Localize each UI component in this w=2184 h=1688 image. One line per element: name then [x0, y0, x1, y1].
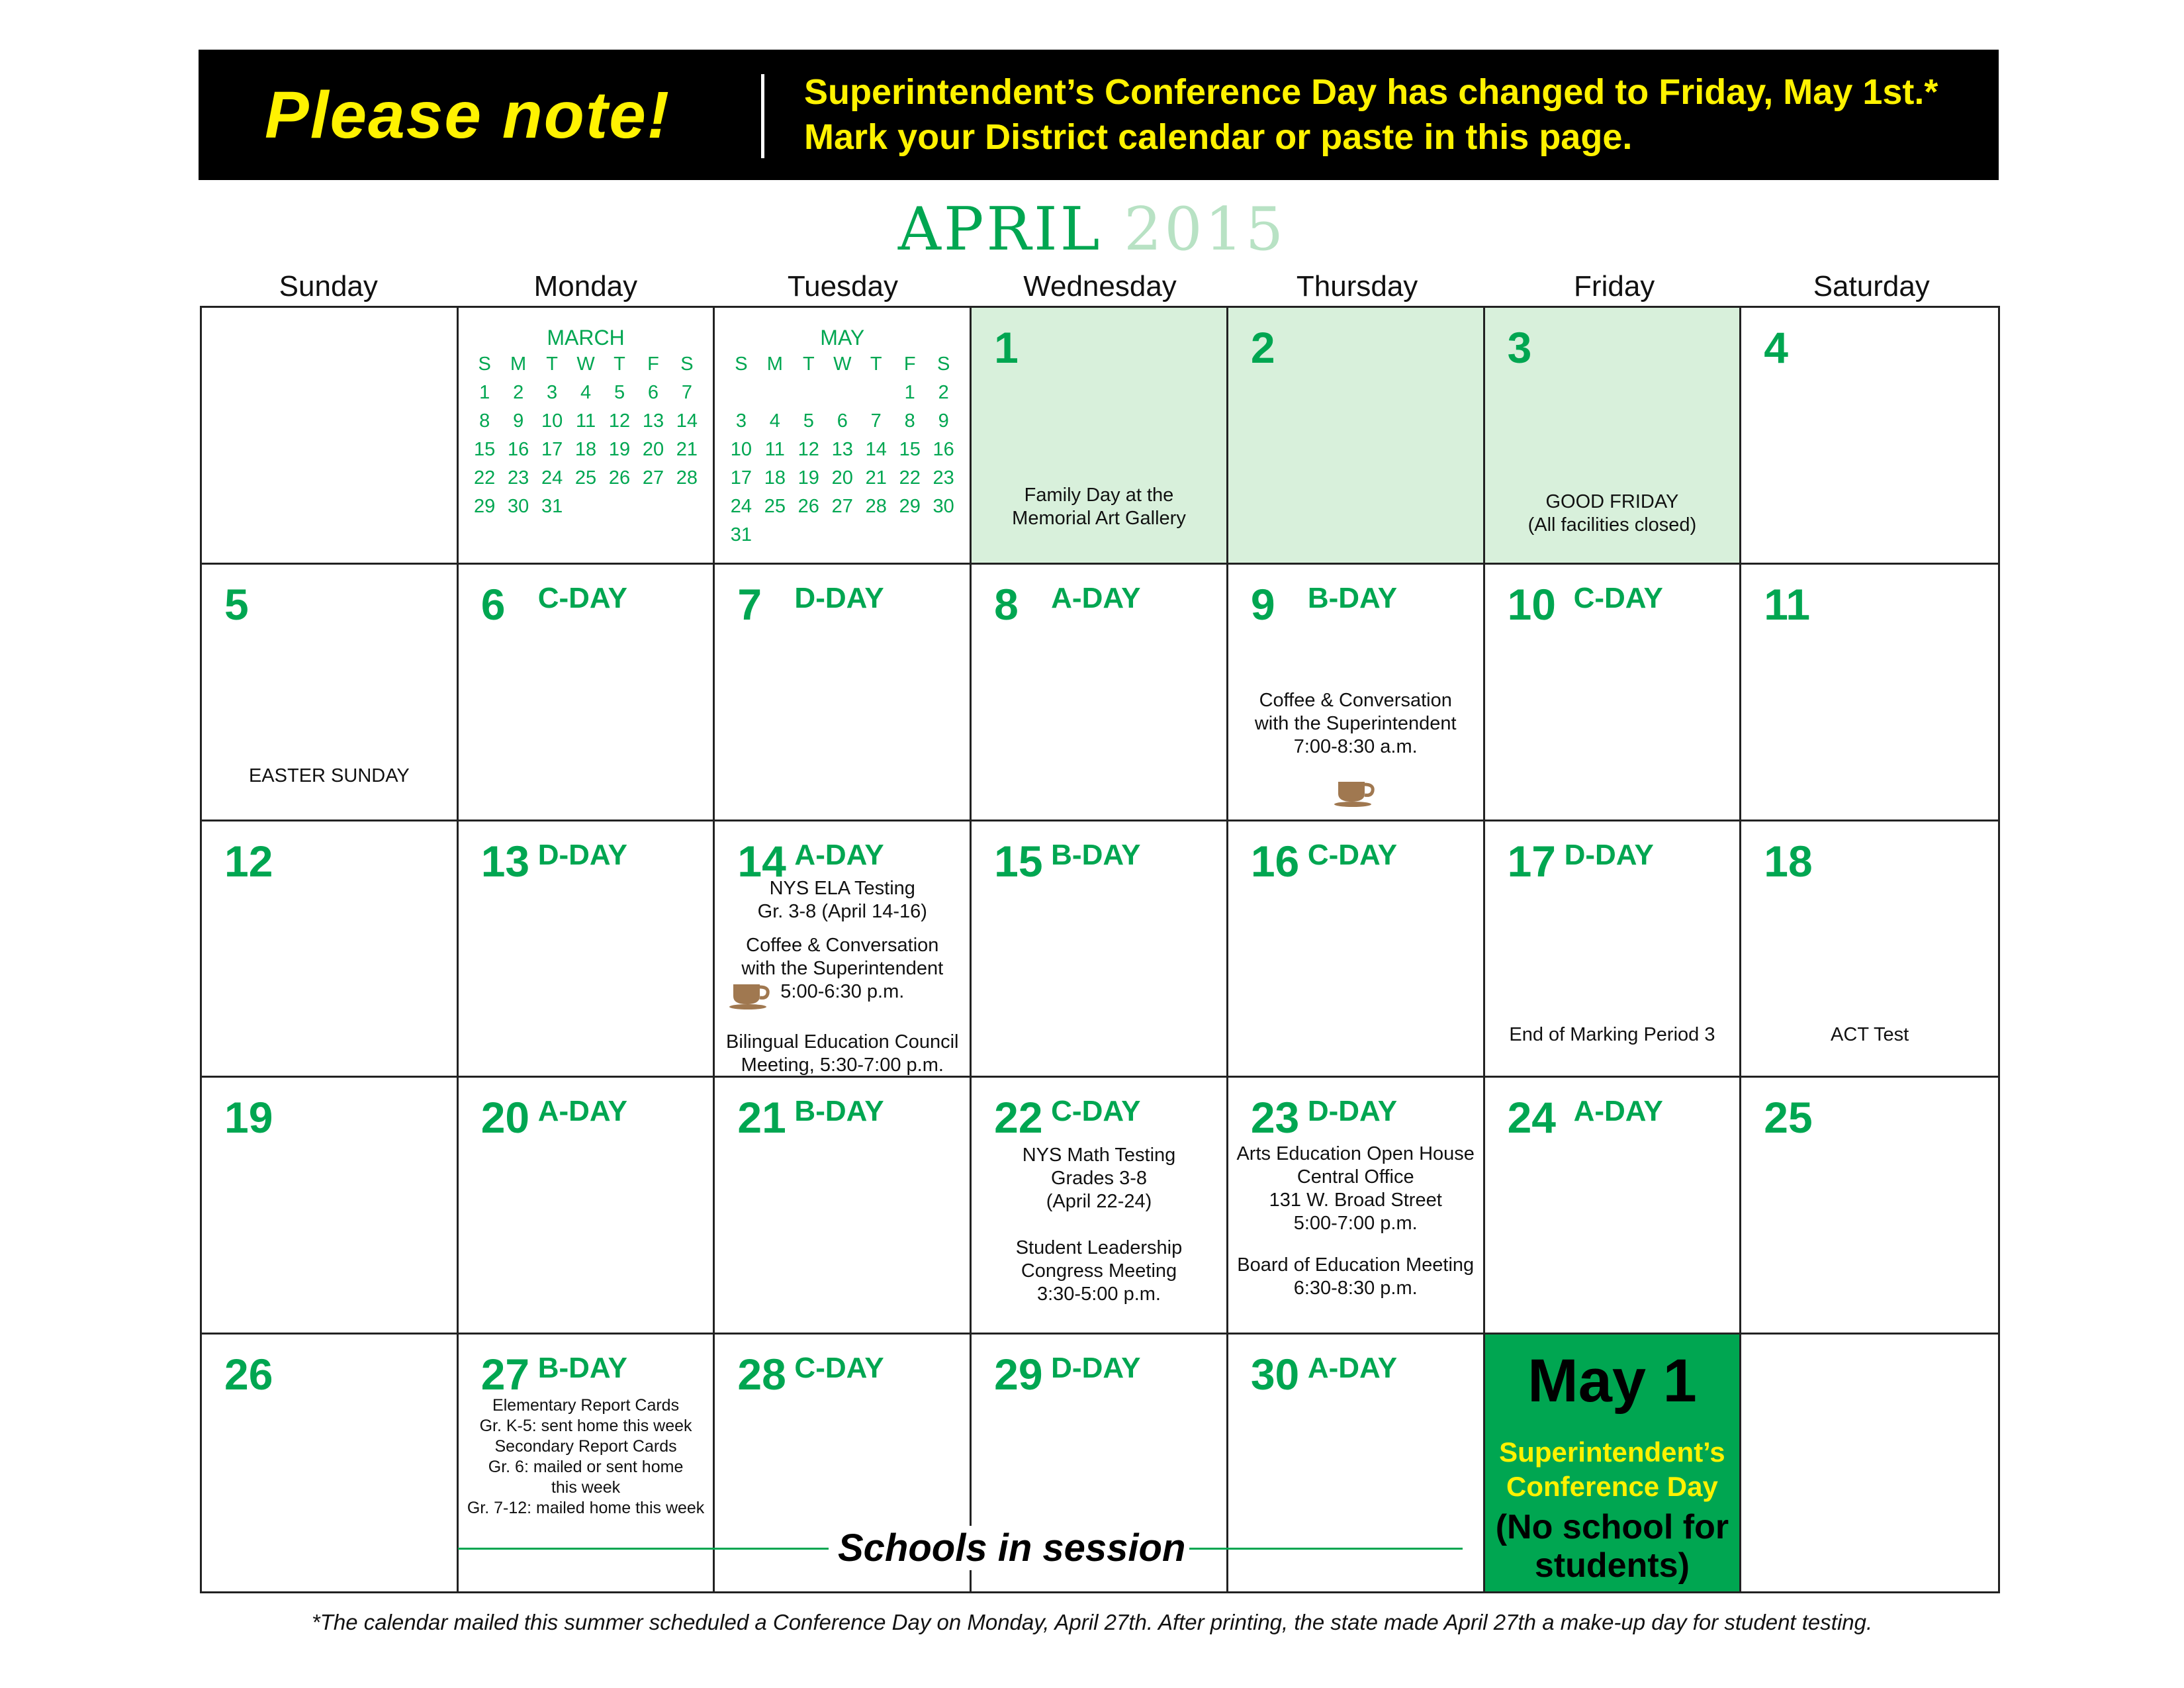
- mini-calendar: [468, 325, 704, 521]
- day-type: B-DAY: [794, 1095, 884, 1128]
- event-text: [1228, 1143, 1483, 1235]
- day-number: 6: [480, 579, 506, 629]
- event-line: Grades 3-8: [1050, 1168, 1148, 1190]
- day-type: A-DAY: [794, 838, 884, 871]
- calendar-day-12: [202, 821, 459, 1078]
- event-line: 6:30-8:30 p.m.: [1293, 1278, 1418, 1299]
- banner-heading: Please note!: [265, 78, 671, 152]
- mini-day: 8: [904, 410, 915, 432]
- event-text: [459, 1395, 713, 1519]
- day-type: D-DAY: [537, 838, 627, 871]
- mini-day: 1: [479, 382, 490, 403]
- event-line: Memorial Art Gallery: [1012, 508, 1186, 529]
- banner-divider: [761, 74, 764, 158]
- day-number: 26: [224, 1350, 273, 1399]
- day-type: C-DAY: [1307, 838, 1398, 871]
- mini-day: 11: [576, 410, 596, 432]
- conference-day-cell: [1485, 1335, 1742, 1591]
- calendar-cell-empty: [1741, 1335, 1998, 1591]
- calendar-day-8: [972, 565, 1228, 821]
- event-line: Coffee & Conversation: [746, 934, 939, 956]
- day-number: 14: [737, 836, 786, 886]
- event-line: 5:00-7:00 p.m.: [1293, 1213, 1418, 1235]
- day-number: 15: [994, 836, 1043, 886]
- calendar-day-26: [202, 1335, 459, 1591]
- weekday-header: Friday: [1574, 270, 1655, 303]
- event-text: [972, 1144, 1226, 1213]
- conference-day-line: Superintendent’s: [1499, 1436, 1725, 1468]
- event-text: [1228, 689, 1483, 759]
- event-line: Coffee & Conversation: [1259, 689, 1452, 711]
- mini-day: 20: [831, 467, 853, 489]
- mini-day: [859, 379, 893, 407]
- calendar-day-19: [202, 1078, 459, 1335]
- day-type: A-DAY: [1573, 1095, 1663, 1128]
- calendar-day-22: [972, 1078, 1228, 1335]
- event-line: Gr. 7-12: mailed home this week: [467, 1499, 705, 1518]
- calendar-day-30: [1228, 1335, 1485, 1591]
- event-text: [715, 877, 970, 923]
- day-type: A-DAY: [1051, 581, 1141, 614]
- event-line: (April 22-24): [1046, 1191, 1152, 1213]
- mini-day: 16: [508, 439, 529, 460]
- session-line-left: [458, 1548, 829, 1550]
- mini-day: 18: [574, 439, 597, 460]
- day-number: 24: [1507, 1093, 1556, 1143]
- mini-calendar: [724, 325, 960, 549]
- mini-day: 13: [642, 410, 664, 432]
- day-number: 7: [737, 579, 762, 629]
- calendar-day-10: [1485, 565, 1742, 821]
- mini-day: 20: [642, 439, 664, 460]
- mini-day: 13: [831, 439, 853, 460]
- day-number: 5: [224, 579, 249, 629]
- event-line: ACT Test: [1831, 1023, 1909, 1045]
- event-line: NYS Math Testing: [1022, 1145, 1176, 1166]
- day-type: C-DAY: [794, 1352, 884, 1385]
- mini-calendar-title: MAY: [820, 326, 865, 350]
- mini-day: [724, 379, 758, 407]
- mini-day: 28: [676, 467, 698, 489]
- calendar-day-2: [1228, 308, 1485, 565]
- day-type: B-DAY: [537, 1352, 627, 1385]
- mini-day: 17: [541, 439, 563, 460]
- event-line: Gr. K-5: sent home this week: [479, 1417, 692, 1436]
- event-line: Arts Education Open House: [1236, 1143, 1475, 1165]
- calendar-day-13: [459, 821, 715, 1078]
- event-line: GOOD FRIDAY: [1545, 491, 1679, 512]
- mini-day: 23: [933, 467, 954, 489]
- mini-day: 19: [797, 467, 819, 489]
- event-line: EASTER SUNDAY: [248, 765, 410, 786]
- event-line: 5:00-6:30 p.m.: [780, 980, 905, 1002]
- mini-day: 27: [831, 496, 853, 517]
- session-line-right: [1152, 1548, 1463, 1550]
- event-line: with the Superintendent: [1254, 712, 1457, 734]
- event-line: Congress Meeting: [1021, 1260, 1177, 1282]
- mini-day: 14: [676, 410, 698, 432]
- calendar-day-7: [715, 565, 972, 821]
- calendar-day-23: [1228, 1078, 1485, 1335]
- footnote: *The calendar mailed this summer scheduled a Conference Day on Monday, April 27th. After printing, the state made April 27th a make-up day for student testing.: [311, 1610, 1873, 1634]
- weekday-header: Wednesday: [1023, 270, 1177, 303]
- mini-calendar-days: [724, 350, 960, 549]
- day-number: 18: [1764, 836, 1813, 886]
- day-number: 29: [994, 1350, 1043, 1399]
- mini-day: 10: [730, 439, 752, 460]
- conference-day-note-line: students): [1534, 1546, 1690, 1585]
- notice-banner: [199, 50, 1999, 180]
- banner-message: [804, 70, 1938, 160]
- mini-day: 16: [933, 439, 954, 460]
- day-number: 16: [1250, 836, 1300, 886]
- mini-day: 14: [865, 439, 887, 460]
- event-line: Meeting, 5:30-7:00 p.m.: [741, 1054, 944, 1076]
- event-line: NYS ELA Testing: [769, 877, 915, 899]
- event-text: [972, 1237, 1226, 1306]
- mini-day: 26: [608, 467, 631, 489]
- calendar-day-3: [1485, 308, 1742, 565]
- event-line: Elementary Report Cards: [492, 1396, 680, 1415]
- day-number: 22: [994, 1093, 1043, 1143]
- month-title: [0, 193, 2184, 266]
- event-line: Board of Education Meeting: [1237, 1254, 1475, 1276]
- mini-day: 12: [608, 410, 631, 432]
- day-number: 8: [994, 579, 1019, 629]
- mini-day: [825, 379, 859, 407]
- day-number: 25: [1764, 1093, 1813, 1143]
- day-type: C-DAY: [1051, 1095, 1141, 1128]
- event-line: (All facilities closed): [1527, 514, 1697, 536]
- mini-day: 25: [574, 467, 597, 489]
- day-number: 3: [1507, 323, 1532, 372]
- mini-day: 30: [933, 496, 954, 517]
- day-number: 10: [1507, 579, 1556, 629]
- day-type: A-DAY: [537, 1095, 627, 1128]
- day-number: 20: [480, 1093, 530, 1143]
- mini-day: 5: [803, 410, 814, 432]
- mini-day: 3: [547, 382, 558, 403]
- mini-calendar-march: [459, 308, 715, 565]
- mini-day: 12: [797, 439, 819, 460]
- day-number: 21: [737, 1093, 786, 1143]
- calendar-day-4: [1741, 308, 1998, 565]
- mini-day: 2: [938, 382, 949, 403]
- mini-day: 27: [642, 467, 664, 489]
- mini-day: 2: [513, 382, 524, 403]
- mini-day: 18: [764, 467, 786, 489]
- mini-calendar-title: MARCH: [547, 326, 625, 350]
- calendar-day-25: [1741, 1078, 1998, 1335]
- calendar-day-17: [1485, 821, 1742, 1078]
- mini-day: 15: [899, 439, 921, 460]
- event-text: [972, 484, 1226, 530]
- mini-day: 22: [899, 467, 921, 489]
- weekday-header: Sunday: [279, 270, 378, 303]
- mini-day: 10: [541, 410, 563, 432]
- day-number: 1: [994, 323, 1019, 372]
- day-type: D-DAY: [794, 581, 884, 614]
- mini-weekday-header: T: [802, 353, 815, 375]
- mini-day: 15: [474, 439, 496, 460]
- event-line: Secondary Report Cards: [494, 1437, 677, 1456]
- mini-day: 31: [541, 496, 563, 517]
- day-number: 11: [1764, 579, 1811, 629]
- event-line: this week: [551, 1478, 621, 1497]
- mini-day: 22: [474, 467, 496, 489]
- day-type: B-DAY: [1307, 581, 1398, 614]
- calendar-day-16: [1228, 821, 1485, 1078]
- mini-day: 28: [865, 496, 887, 517]
- event-line: Gr. 3-8 (April 14-16): [757, 900, 927, 922]
- event-line: Bilingual Education Council: [726, 1031, 959, 1053]
- event-text: [1741, 1023, 1998, 1047]
- mini-day: 19: [608, 439, 631, 460]
- event-text: [202, 765, 457, 788]
- calendar-day-24: [1485, 1078, 1742, 1335]
- day-number: 4: [1764, 323, 1788, 372]
- mini-day: 11: [764, 439, 785, 460]
- day-number: 12: [224, 836, 273, 886]
- mini-weekday-header: T: [546, 353, 558, 375]
- mini-day: 1: [904, 382, 915, 403]
- weekday-header: Saturday: [1813, 270, 1930, 303]
- event-line: 3:30-5:00 p.m.: [1036, 1284, 1161, 1305]
- day-number: 30: [1250, 1350, 1300, 1399]
- mini-day: 29: [474, 496, 496, 517]
- event-line: Student Leadership: [1015, 1237, 1183, 1259]
- mini-day: 9: [938, 410, 949, 432]
- mini-day: 7: [681, 382, 692, 403]
- event-line: End of Marking Period 3: [1509, 1023, 1715, 1045]
- conference-day-note-line: (No school for: [1495, 1508, 1729, 1547]
- month-year: 2015: [1124, 195, 1287, 264]
- day-type: C-DAY: [537, 581, 627, 614]
- weekday-header-row: [200, 267, 2000, 306]
- event-line: with the Superintendent: [741, 957, 944, 979]
- calendar-day-5: [202, 565, 459, 821]
- day-type: D-DAY: [1564, 838, 1654, 871]
- day-type: D-DAY: [1307, 1095, 1398, 1128]
- calendar-day-14: [715, 821, 972, 1078]
- day-type: A-DAY: [1307, 1352, 1398, 1385]
- mini-weekday-header: T: [870, 353, 882, 375]
- calendar-day-9: [1228, 565, 1485, 821]
- calendar-cell-empty: [202, 308, 459, 565]
- conference-day-label: [1485, 1435, 1740, 1504]
- schools-in-session-label: Schools in session: [834, 1526, 1189, 1570]
- mini-weekday-header: M: [510, 353, 527, 375]
- mini-day: 4: [769, 410, 780, 432]
- month-name: APRIL: [897, 195, 1103, 264]
- conference-day-line: Conference Day: [1506, 1471, 1718, 1503]
- weekday-header: Tuesday: [787, 270, 899, 303]
- mini-day: 21: [865, 467, 887, 489]
- day-number: 17: [1507, 836, 1556, 886]
- mini-day: 21: [676, 439, 698, 460]
- mini-weekday-header: F: [903, 353, 916, 375]
- mini-day: 29: [899, 496, 921, 517]
- mini-day: [792, 379, 825, 407]
- mini-day: 9: [513, 410, 524, 432]
- day-type: B-DAY: [1051, 838, 1141, 871]
- mini-day: 23: [508, 467, 529, 489]
- event-line: 7:00-8:30 a.m.: [1293, 735, 1418, 757]
- calendar-day-20: [459, 1078, 715, 1335]
- mini-day: 6: [837, 410, 848, 432]
- mini-day: 25: [764, 496, 786, 517]
- event-text: [1485, 491, 1740, 537]
- event-line: Gr. 6: mailed or sent home: [488, 1458, 684, 1477]
- mini-day: [758, 379, 792, 407]
- calendar-day-1: [972, 308, 1228, 565]
- event-text: [715, 1031, 970, 1077]
- mini-weekday-header: F: [647, 353, 659, 375]
- event-line: Central Office: [1297, 1166, 1414, 1188]
- mini-day: 31: [730, 524, 752, 545]
- mini-day: 6: [647, 382, 659, 403]
- coffee-cup-icon: [728, 980, 772, 1009]
- day-number: 23: [1250, 1093, 1300, 1143]
- weekday-header: Thursday: [1296, 270, 1418, 303]
- mini-calendar-may: [715, 308, 972, 565]
- mini-day: 5: [614, 382, 625, 403]
- day-type: C-DAY: [1573, 581, 1663, 614]
- weekday-header: Monday: [533, 270, 638, 303]
- mini-weekday-header: W: [833, 353, 852, 375]
- conference-day-date: May 1: [1527, 1347, 1697, 1415]
- event-line: 131 W. Broad Street: [1269, 1190, 1442, 1211]
- mini-day: 17: [730, 467, 752, 489]
- calendar-grid: [200, 306, 2000, 1593]
- day-number: 19: [224, 1093, 273, 1143]
- calendar-day-11: [1741, 565, 1998, 821]
- day-number: 9: [1250, 579, 1275, 629]
- mini-day: 24: [541, 467, 563, 489]
- day-number: 28: [737, 1350, 786, 1399]
- day-number: 13: [480, 836, 530, 886]
- mini-weekday-header: W: [576, 353, 595, 375]
- day-number: 27: [480, 1350, 530, 1399]
- mini-weekday-header: S: [735, 353, 748, 375]
- day-type: D-DAY: [1051, 1352, 1141, 1385]
- event-text: [1228, 1254, 1483, 1300]
- mini-weekday-header: S: [680, 353, 694, 375]
- event-text: [1485, 1023, 1740, 1047]
- event-line: Family Day at the: [1024, 485, 1174, 506]
- mini-day: 26: [797, 496, 819, 517]
- calendar-day-21: [715, 1078, 972, 1335]
- calendar-day-27: [459, 1335, 715, 1591]
- calendar-day-6: [459, 565, 715, 821]
- mini-day: 7: [870, 410, 882, 432]
- conference-day-note: [1485, 1508, 1740, 1585]
- mini-calendar-days: [468, 350, 704, 521]
- mini-weekday-header: T: [614, 353, 625, 375]
- calendar-day-15: [972, 821, 1228, 1078]
- mini-weekday-header: S: [478, 353, 491, 375]
- mini-day: 8: [479, 410, 490, 432]
- coffee-cup-icon: [1333, 778, 1377, 807]
- mini-day: 4: [580, 382, 592, 403]
- mini-weekday-header: S: [936, 353, 950, 375]
- day-number: 2: [1250, 323, 1275, 372]
- calendar-day-18: [1741, 821, 1998, 1078]
- banner-line-2: Mark your District calendar or paste in this page.: [804, 117, 1633, 157]
- mini-weekday-header: M: [766, 353, 783, 375]
- mini-day: 30: [508, 496, 529, 517]
- mini-day: 3: [735, 410, 747, 432]
- banner-line-1: Superintendent’s Conference Day has changed to Friday, May 1st.*: [804, 72, 1938, 112]
- mini-day: 24: [730, 496, 752, 517]
